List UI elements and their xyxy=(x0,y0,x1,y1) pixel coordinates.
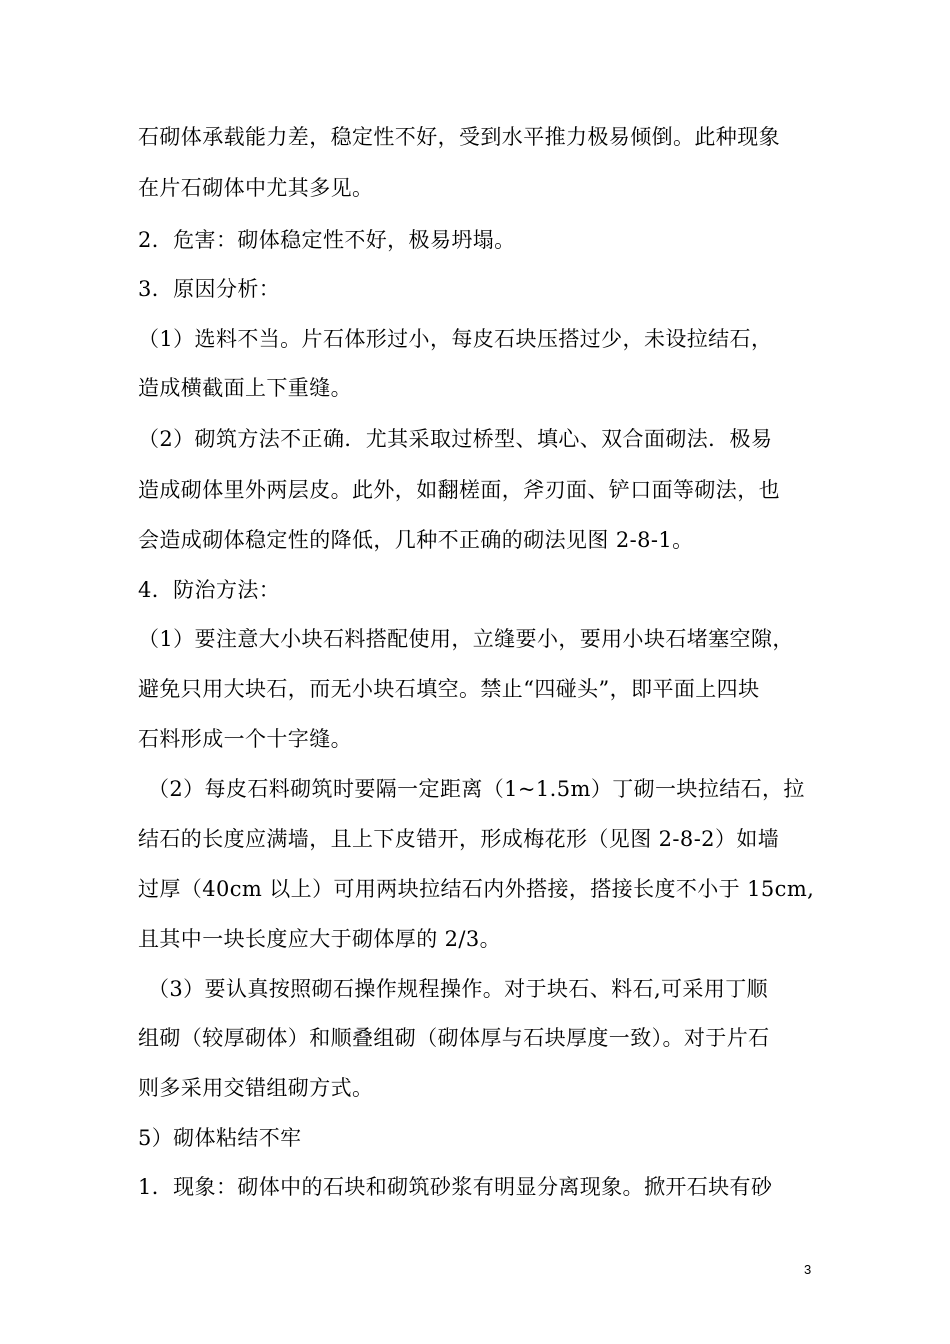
text-line: 石料形成一个十字缝。 xyxy=(138,727,352,751)
text-line: 过厚（40cm 以上）可用两块拉结石内外搭接，搭接长度不小于 15cm, xyxy=(138,877,815,901)
text-line: （1）要注意大小块石料搭配使用，立缝要小，要用小块石堵塞空隙， xyxy=(138,627,794,651)
text-line: 且其中一块长度应大于砌体厚的 2/3。 xyxy=(138,927,502,951)
page-number: 3 xyxy=(804,1262,812,1277)
text-line: 则多采用交错组砌方式。 xyxy=(138,1076,374,1100)
text-line: 会造成砌体稳定性的降低，几种不正确的砌法见图 2-8-1。 xyxy=(138,528,694,552)
text-line: 造成砌体里外两层皮。此外，如翻槎面，斧刃面、铲口面等砌法，也 xyxy=(138,478,780,502)
text-line: 造成横截面上下重缝。 xyxy=(138,376,352,400)
text-line: 结石的长度应满墙，且上下皮错开，形成梅花形（见图 2-8-2）如墙 xyxy=(138,827,780,851)
text-line: 3．原因分析： xyxy=(138,277,281,301)
text-line: 在片石砌体中尤其多见。 xyxy=(138,176,374,200)
text-line: 石砌体承载能力差，稳定性不好，受到水平推力极易倾倒。此种现象 xyxy=(138,125,780,149)
text-line: （2）每皮石料砌筑时要隔一定距离（1~1.5m）丁砌一块拉结石，拉 xyxy=(148,777,805,801)
text-line: 组砌（较厚砌体）和顺叠组砌（砌体厚与石块厚度一致）。对于片石 xyxy=(138,1026,770,1050)
text-line: 避免只用大块石，而无小块石填空。禁止“四碰头”，即平面上四块 xyxy=(138,677,760,701)
text-line: 1．现象：砌体中的石块和砌筑砂浆有明显分离现象。掀开石块有砂 xyxy=(138,1175,773,1199)
text-line: （3）要认真按照砌石操作规程操作。对于块石、料石,可采用丁顺 xyxy=(148,977,769,1001)
text-line: 5）砌体粘结不牢 xyxy=(138,1126,302,1150)
text-line: （2）砌筑方法不正确．尤其采取过桥型、填心、双合面砌法．极易 xyxy=(138,427,773,451)
text-line: （1）选料不当。片石体形过小，每皮石块压搭过少，未设拉结石， xyxy=(138,327,773,351)
text-line: 4．防治方法： xyxy=(138,578,281,602)
text-line: 2．危害：砌体稳定性不好，极易坍塌。 xyxy=(138,228,516,252)
